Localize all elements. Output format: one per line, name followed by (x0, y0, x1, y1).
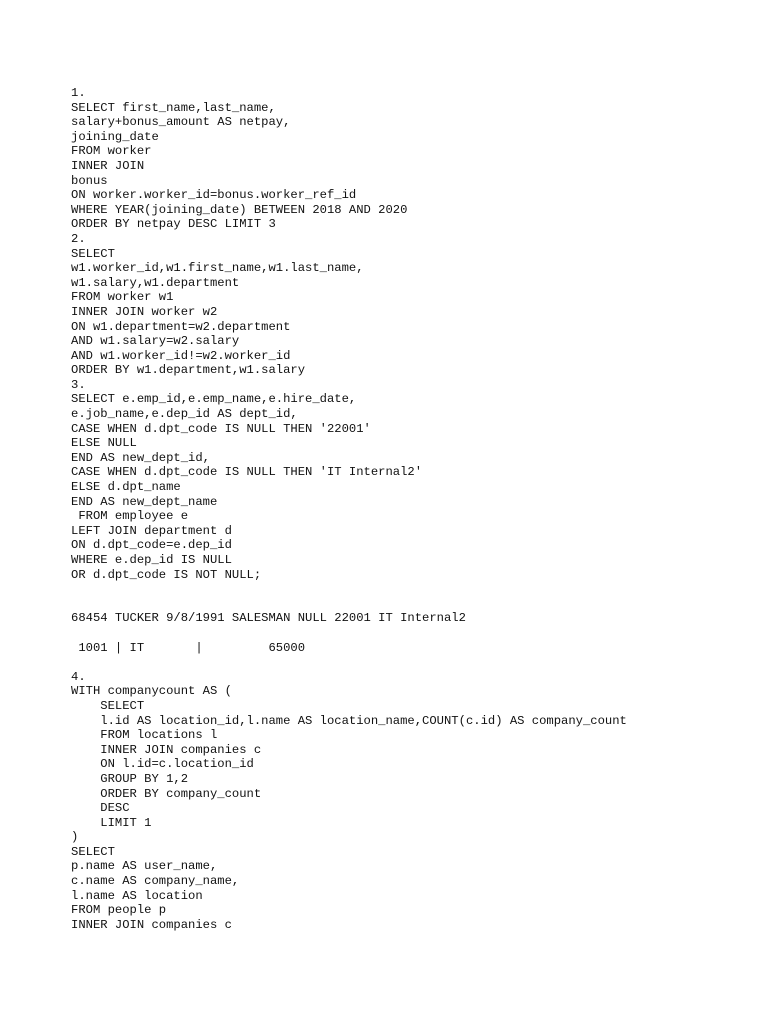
text-line: e.job_name,e.dep_id AS dept_id, (71, 407, 298, 422)
text-line: 68454 TUCKER 9/8/1991 SALESMAN NULL 22001 IT Internal2 (71, 611, 466, 626)
text-line: 1. (71, 86, 86, 100)
text-line: FROM locations l (71, 728, 218, 743)
text-line: INNER JOIN (71, 158, 145, 173)
text-line: LEFT JOIN department d (71, 523, 232, 538)
text-line: CASE WHEN d.dpt_code IS NULL THEN 'IT Internal2' (71, 465, 423, 480)
text-line: CASE WHEN d.dpt_code IS NULL THEN '22001' (71, 421, 371, 436)
text-line (71, 626, 761, 641)
text-line: ELSE d.dpt_name (71, 480, 181, 495)
text-line: AND w1.worker_id!=w2.worker_id (71, 348, 291, 363)
text-line: ON d.dpt_code=e.dep_id (71, 538, 232, 553)
text-line: DESC (71, 801, 130, 816)
text-line: salary+bonus_amount AS netpay, (71, 115, 291, 130)
text-line: FROM employee e (71, 509, 189, 524)
text-line: ORDER BY netpay DESC LIMIT 3 (71, 217, 276, 232)
text-line: FROM worker (71, 144, 152, 159)
text-line: WITH companycount AS ( (71, 684, 232, 699)
text-line: ELSE NULL (71, 436, 137, 451)
text-line: SELECT first_name,last_name, (71, 100, 276, 115)
text-line: ON l.id=c.location_id (71, 757, 254, 772)
text-line: INNER JOIN worker w2 (71, 304, 218, 319)
text-line: p.name AS user_name, (71, 859, 218, 874)
text-line: SELECT (71, 844, 115, 859)
text-line: w1.worker_id,w1.first_name,w1.last_name, (71, 261, 364, 276)
text-line: AND w1.salary=w2.salary (71, 334, 240, 349)
text-line: ) (71, 830, 79, 845)
text-line: 2. (71, 231, 86, 246)
text-line: joining_date (71, 129, 159, 144)
text-line: INNER JOIN companies c (71, 917, 232, 932)
text-line: ORDER BY w1.department,w1.salary (71, 363, 306, 378)
text-line: SELECT (71, 698, 145, 713)
text-line: WHERE YEAR(joining_date) BETWEEN 2018 AND 2020 (71, 202, 408, 217)
text-line: bonus (71, 173, 108, 188)
text-line: GROUP BY 1,2 (71, 771, 189, 786)
text-line: 3. (71, 377, 86, 392)
text-line: l.name AS location (71, 888, 203, 903)
text-line: FROM people p (71, 903, 167, 918)
text-line: LIMIT 1 (71, 815, 152, 830)
text-line: ON worker.worker_id=bonus.worker_ref_id (71, 188, 357, 203)
text-line: 4. (71, 669, 86, 684)
text-line: END AS new_dept_name (71, 494, 218, 509)
text-line: SELECT (71, 246, 115, 261)
text-line: FROM worker w1 (71, 290, 174, 305)
text-line: OR d.dpt_code IS NOT NULL; (71, 567, 262, 582)
text-line (71, 582, 761, 597)
text-line: ORDER BY company_count (71, 786, 262, 801)
text-line (71, 655, 761, 670)
text-line: c.name AS company_name, (71, 874, 240, 889)
text-line: ON w1.department=w2.department (71, 319, 291, 334)
text-line: INNER JOIN companies c (71, 742, 262, 757)
sql-document (71, 86, 761, 932)
text-line: END AS new_dept_id, (71, 450, 210, 465)
text-line: WHERE e.dep_id IS NULL (71, 553, 232, 567)
text-line: SELECT e.emp_id,e.emp_name,e.hire_date, (71, 392, 357, 407)
text-line (71, 597, 761, 612)
text-line: w1.salary,w1.department (71, 275, 240, 290)
text-line: l.id AS location_id,l.name AS location_name,COUNT(c.id) AS company_count (71, 713, 627, 728)
text-line: 1001 | IT | 65000 (71, 640, 306, 655)
